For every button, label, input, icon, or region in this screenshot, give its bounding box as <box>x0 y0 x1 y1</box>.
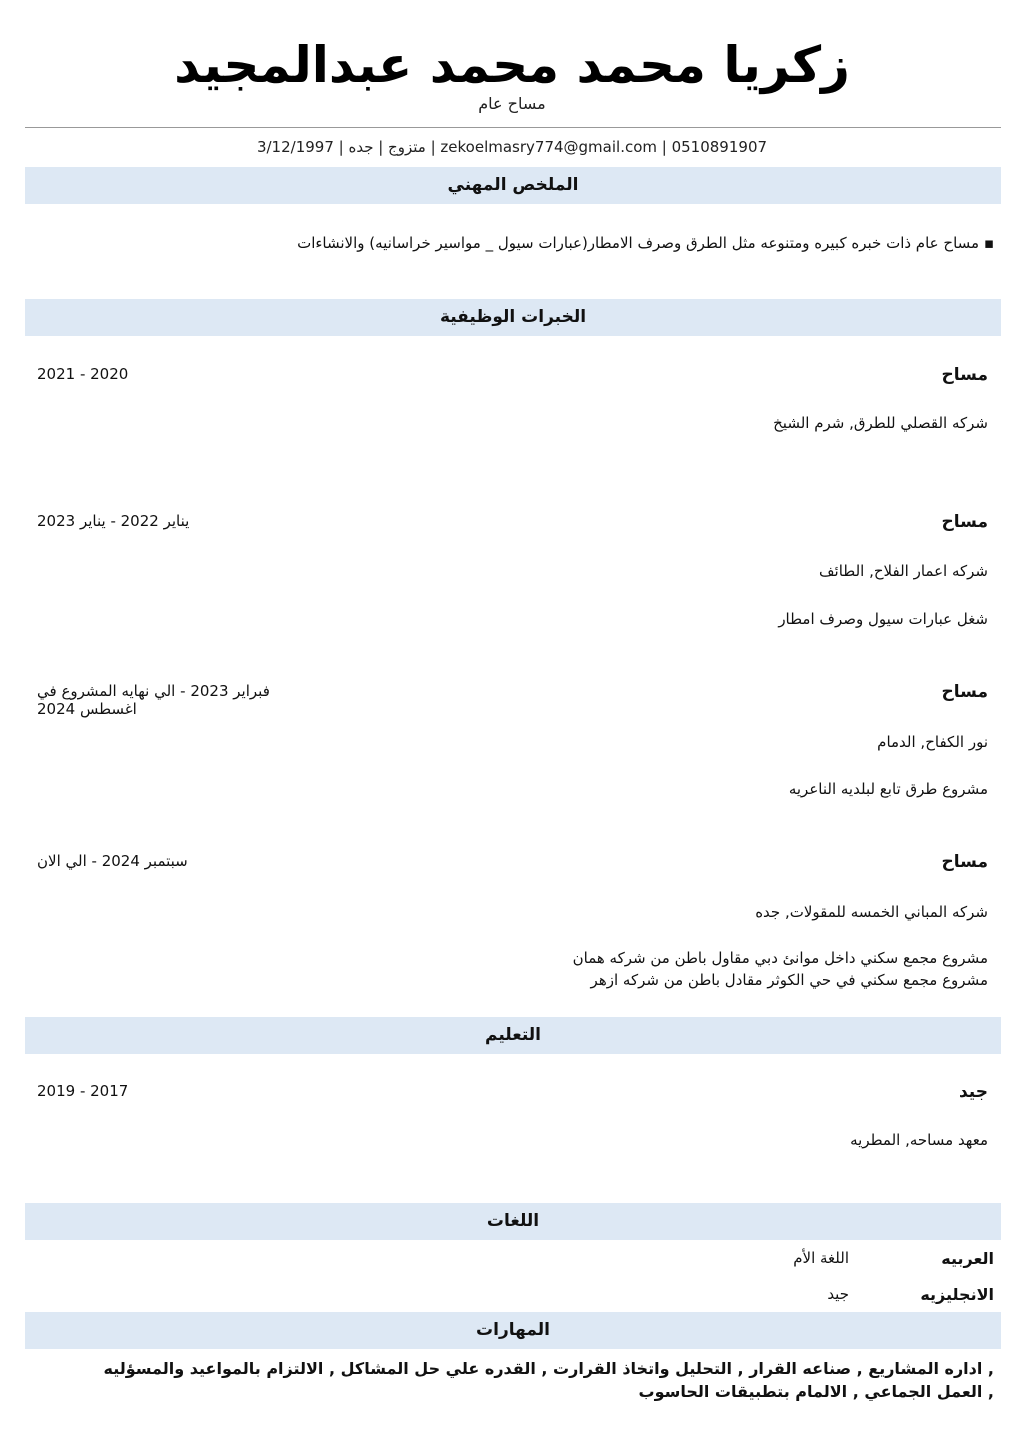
experience-entry <box>37 365 988 445</box>
experience-date: يناير 2022 - يناير 2023 <box>37 512 190 530</box>
education-date: 2017 - 2019 <box>37 1082 129 1100</box>
section-heading-skills: المهارات <box>25 1312 1001 1349</box>
experience-company: شركه المباني الخمسه للمقولات, جده <box>755 903 988 921</box>
experience-entry <box>37 512 988 642</box>
section-heading-experience: الخبرات الوظيفية <box>25 299 1001 336</box>
experience-detail: مشروع مجمع سكني في حي الكوثر مقادل باطن من شركه ازهر <box>590 971 988 989</box>
education-entry <box>37 1082 988 1162</box>
experience-entry <box>37 682 988 812</box>
section-heading-education: التعليم <box>25 1017 1001 1054</box>
education-grade: جيد <box>958 1082 988 1102</box>
experience-company: شركه اعمار الفلاح, الطائف <box>819 562 988 580</box>
language-name: العربيه <box>941 1249 994 1268</box>
experience-detail: مشروع طرق تابع لبلديه الناعريه <box>788 780 988 798</box>
summary-text: ▪ مساح عام ذات خبره كبيره ومتنوعه مثل الطرق وصرف الامطار(عبارات سيول _ مواسير خراسانيه) والانشاءات <box>297 234 994 252</box>
experience-detail: مشروع مجمع سكني داخل موانئ دبي مقاول باطن من شركه همان <box>572 949 988 967</box>
experience-company: شركه القصلي للطرق, شرم الشيخ <box>773 414 988 432</box>
language-level: اللغة الأم <box>793 1249 849 1267</box>
candidate-title: مساح عام <box>478 94 546 113</box>
experience-title: مساح <box>941 365 988 385</box>
experience-date: فبراير 2023 - الي نهايه المشروع في اغسطس 2024 <box>37 682 270 718</box>
experience-title: مساح <box>941 512 988 532</box>
experience-title: مساح <box>941 852 988 872</box>
header-divider <box>25 127 1001 128</box>
experience-detail: شغل عبارات سيول وصرف امطار <box>778 610 988 628</box>
experience-company: نور الكفاح, الدمام <box>877 733 988 751</box>
candidate-name: زكريا محمد محمد عبدالمجيد <box>174 36 850 94</box>
experience-date: 2020 - 2021 <box>37 365 129 383</box>
experience-date: سبتمبر 2024 - الي الان <box>37 852 188 870</box>
skills-text: , اداره المشاريع , صناعه القرار , التحليل واتخاذ القرارت , القدره علي حل المشاكل , الالتزام بالمواعيد والمسؤليه , العمل الجماعي , الالمام بتطبيقات الحاسوب <box>103 1359 994 1401</box>
experience-entry <box>37 852 988 997</box>
section-heading-summary: الملخص المهني <box>25 167 1001 204</box>
language-level: جيد <box>827 1285 849 1303</box>
experience-title: مساح <box>941 682 988 702</box>
language-name: الانجليزيه <box>920 1285 994 1304</box>
section-heading-languages: اللغات <box>25 1203 1001 1240</box>
contact-line: متزوج | جده | 3/12/1997 | zekoelmasry774@gmail.com | 0510891907 <box>256 138 768 156</box>
education-school: معهد مساحه, المطريه <box>850 1131 988 1149</box>
